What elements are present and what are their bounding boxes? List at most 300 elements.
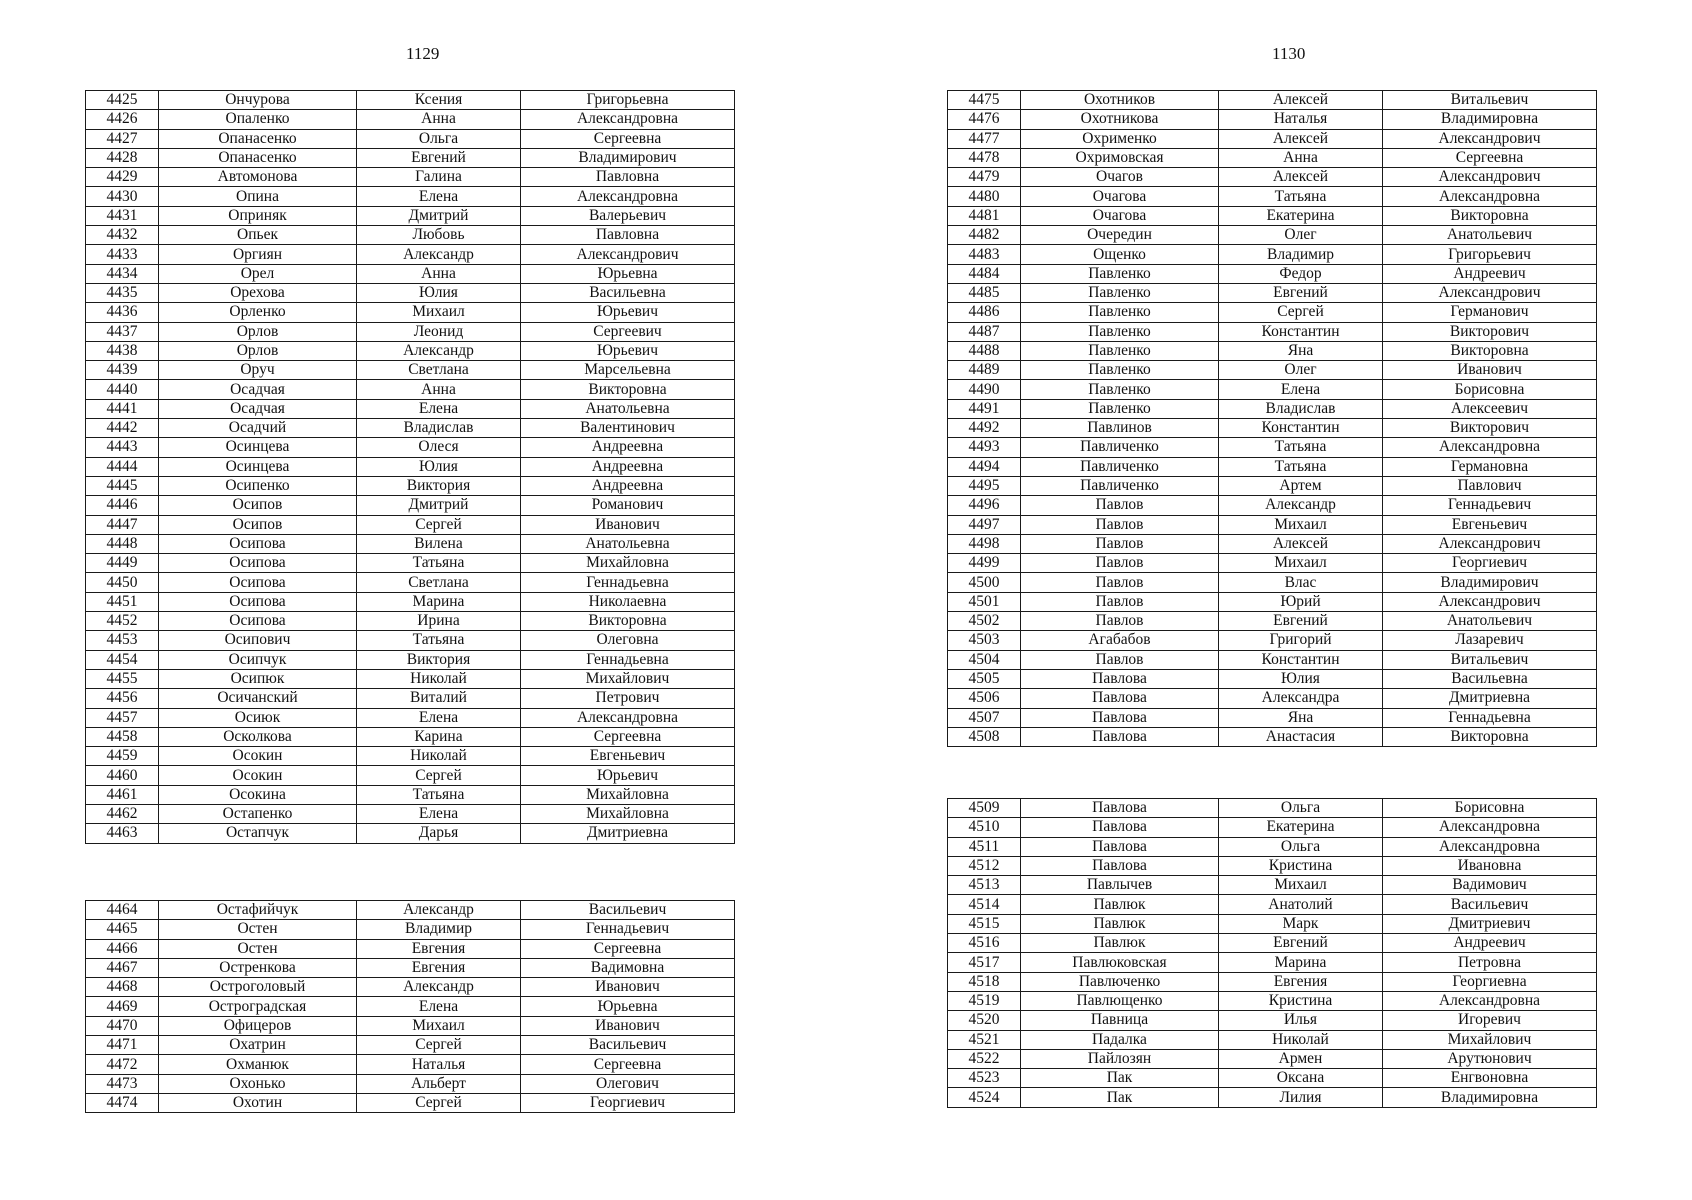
cell-number: 4514 xyxy=(948,895,1021,914)
cell-patronymic: Александровна xyxy=(521,708,735,727)
cell-surname: Пак xyxy=(1021,1088,1219,1107)
cell-surname: Павлова xyxy=(1021,799,1219,818)
cell-first-name: Евгений xyxy=(357,148,521,167)
cell-number: 4457 xyxy=(86,708,159,727)
cell-patronymic: Иванович xyxy=(521,978,735,997)
cell-first-name: Ольга xyxy=(1219,799,1383,818)
cell-surname: Осипюк xyxy=(159,669,357,688)
cell-first-name: Григорий xyxy=(1219,631,1383,650)
table-row xyxy=(948,438,1597,457)
cell-surname: Павличенко xyxy=(1021,457,1219,476)
cell-surname: Павлов xyxy=(1021,515,1219,534)
cell-first-name: Татьяна xyxy=(357,785,521,804)
table-row xyxy=(948,129,1597,148)
cell-first-name: Анастасия xyxy=(1219,727,1383,746)
cell-first-name: Марина xyxy=(357,592,521,611)
cell-surname: Осколкова xyxy=(159,727,357,746)
cell-first-name: Николай xyxy=(357,669,521,688)
cell-surname: Агабабов xyxy=(1021,631,1219,650)
cell-surname: Осипчук xyxy=(159,650,357,669)
table-row xyxy=(86,766,735,785)
table-row xyxy=(86,419,735,438)
cell-number: 4467 xyxy=(86,958,159,977)
cell-number: 4428 xyxy=(86,148,159,167)
cell-first-name: Евгений xyxy=(1219,934,1383,953)
cell-number: 4485 xyxy=(948,283,1021,302)
table-row xyxy=(948,934,1597,953)
cell-first-name: Александра xyxy=(1219,689,1383,708)
cell-number: 4427 xyxy=(86,129,159,148)
cell-surname: Очередин xyxy=(1021,226,1219,245)
cell-number: 4477 xyxy=(948,129,1021,148)
cell-number: 4455 xyxy=(86,669,159,688)
table-row xyxy=(86,91,735,110)
cell-patronymic: Олеговна xyxy=(521,631,735,650)
cell-surname: Павлинов xyxy=(1021,419,1219,438)
table-row xyxy=(86,129,735,148)
cell-first-name: Дмитрий xyxy=(357,206,521,225)
cell-patronymic: Викторовна xyxy=(1383,727,1597,746)
cell-surname: Пайлозян xyxy=(1021,1049,1219,1068)
cell-number: 4429 xyxy=(86,168,159,187)
cell-patronymic: Андреевна xyxy=(521,438,735,457)
cell-first-name: Татьяна xyxy=(1219,187,1383,206)
cell-first-name: Виталий xyxy=(357,689,521,708)
table-row xyxy=(948,914,1597,933)
table-row xyxy=(86,824,735,843)
cell-number: 4436 xyxy=(86,303,159,322)
cell-number: 4448 xyxy=(86,534,159,553)
table-row xyxy=(948,953,1597,972)
cell-patronymic: Дмитриевна xyxy=(1383,689,1597,708)
cell-surname: Осадчий xyxy=(159,419,357,438)
table-row xyxy=(948,457,1597,476)
cell-first-name: Владимир xyxy=(1219,245,1383,264)
cell-surname: Опанасенко xyxy=(159,129,357,148)
cell-number: 4512 xyxy=(948,856,1021,875)
table-row xyxy=(948,303,1597,322)
cell-patronymic: Александровна xyxy=(1383,837,1597,856)
cell-first-name: Марина xyxy=(1219,953,1383,972)
cell-first-name: Любовь xyxy=(357,226,521,245)
table-row xyxy=(86,322,735,341)
cell-surname: Падалка xyxy=(1021,1030,1219,1049)
cell-number: 4473 xyxy=(86,1074,159,1093)
cell-first-name: Анна xyxy=(357,110,521,129)
cell-first-name: Елена xyxy=(1219,380,1383,399)
table-row xyxy=(86,612,735,631)
cell-patronymic: Арутюнович xyxy=(1383,1049,1597,1068)
cell-patronymic: Сергеевна xyxy=(1383,148,1597,167)
cell-number: 4499 xyxy=(948,554,1021,573)
cell-number: 4486 xyxy=(948,303,1021,322)
table-row xyxy=(948,876,1597,895)
cell-surname: Павлов xyxy=(1021,534,1219,553)
cell-number: 4479 xyxy=(948,168,1021,187)
cell-number: 4520 xyxy=(948,1011,1021,1030)
table-row xyxy=(86,380,735,399)
table-row xyxy=(948,631,1597,650)
table-row xyxy=(86,650,735,669)
cell-patronymic: Петровна xyxy=(1383,953,1597,972)
table-row xyxy=(948,554,1597,573)
cell-patronymic: Георгиевич xyxy=(521,1093,735,1112)
cell-patronymic: Александровна xyxy=(1383,991,1597,1010)
cell-surname: Осокина xyxy=(159,785,357,804)
cell-patronymic: Вадимович xyxy=(1383,876,1597,895)
cell-first-name: Сергей xyxy=(357,1036,521,1055)
table-row xyxy=(86,631,735,650)
cell-surname: Автомонова xyxy=(159,168,357,187)
cell-patronymic: Владимирович xyxy=(521,148,735,167)
cell-first-name: Юлия xyxy=(1219,669,1383,688)
cell-surname: Осипов xyxy=(159,515,357,534)
cell-patronymic: Георгиевич xyxy=(1383,554,1597,573)
cell-surname: Орехова xyxy=(159,283,357,302)
cell-first-name: Ирина xyxy=(357,612,521,631)
cell-number: 4483 xyxy=(948,245,1021,264)
cell-first-name: Марк xyxy=(1219,914,1383,933)
page-number-left: 1129 xyxy=(406,44,440,63)
cell-patronymic: Евгеньевич xyxy=(1383,515,1597,534)
cell-first-name: Лилия xyxy=(1219,1088,1383,1107)
cell-first-name: Николай xyxy=(357,747,521,766)
cell-patronymic: Юрьевич xyxy=(521,766,735,785)
cell-surname: Офицеров xyxy=(159,1016,357,1035)
cell-patronymic: Енгвоновна xyxy=(1383,1069,1597,1088)
cell-first-name: Татьяна xyxy=(1219,457,1383,476)
cell-patronymic: Александрович xyxy=(1383,283,1597,302)
cell-surname: Осипова xyxy=(159,592,357,611)
table-row xyxy=(948,1011,1597,1030)
cell-number: 4454 xyxy=(86,650,159,669)
cell-number: 4471 xyxy=(86,1036,159,1055)
table-row xyxy=(86,206,735,225)
cell-patronymic: Геннадьевич xyxy=(1383,496,1597,515)
cell-patronymic: Петрович xyxy=(521,689,735,708)
cell-first-name: Елена xyxy=(357,399,521,418)
cell-first-name: Яна xyxy=(1219,341,1383,360)
cell-number: 4442 xyxy=(86,419,159,438)
cell-number: 4493 xyxy=(948,438,1021,457)
cell-first-name: Евгения xyxy=(357,958,521,977)
table-row xyxy=(948,322,1597,341)
cell-first-name: Леонид xyxy=(357,322,521,341)
cell-number: 4482 xyxy=(948,226,1021,245)
cell-patronymic: Андреевна xyxy=(521,476,735,495)
cell-surname: Остапчук xyxy=(159,824,357,843)
cell-first-name: Михаил xyxy=(1219,876,1383,895)
cell-surname: Опаленко xyxy=(159,110,357,129)
cell-patronymic: Сергеевна xyxy=(521,1055,735,1074)
cell-first-name: Константин xyxy=(1219,419,1383,438)
cell-surname: Ощенко xyxy=(1021,245,1219,264)
cell-first-name: Татьяна xyxy=(1219,438,1383,457)
cell-first-name: Евгения xyxy=(357,939,521,958)
cell-number: 4518 xyxy=(948,972,1021,991)
table-row xyxy=(86,303,735,322)
table-row xyxy=(948,110,1597,129)
cell-surname: Оруч xyxy=(159,361,357,380)
cell-patronymic: Вадимовна xyxy=(521,958,735,977)
cell-patronymic: Владимирович xyxy=(1383,573,1597,592)
cell-first-name: Олеся xyxy=(357,438,521,457)
table-row xyxy=(948,91,1597,110)
cell-first-name: Влас xyxy=(1219,573,1383,592)
cell-patronymic: Германовна xyxy=(1383,457,1597,476)
cell-first-name: Владислав xyxy=(357,419,521,438)
cell-surname: Остроголовый xyxy=(159,978,357,997)
cell-surname: Павленко xyxy=(1021,341,1219,360)
table-row xyxy=(948,1030,1597,1049)
cell-number: 4440 xyxy=(86,380,159,399)
table-row xyxy=(86,920,735,939)
cell-number: 4466 xyxy=(86,939,159,958)
cell-patronymic: Геннадьевна xyxy=(521,650,735,669)
cell-first-name: Елена xyxy=(357,997,521,1016)
cell-number: 4459 xyxy=(86,747,159,766)
cell-first-name: Николай xyxy=(1219,1030,1383,1049)
cell-first-name: Екатерина xyxy=(1219,206,1383,225)
cell-number: 4491 xyxy=(948,399,1021,418)
cell-number: 4458 xyxy=(86,727,159,746)
cell-number: 4517 xyxy=(948,953,1021,972)
cell-surname: Павлюченко xyxy=(1021,972,1219,991)
cell-number: 4505 xyxy=(948,669,1021,688)
table-row xyxy=(86,168,735,187)
cell-surname: Остроградская xyxy=(159,997,357,1016)
table-row xyxy=(948,168,1597,187)
cell-patronymic: Михайловна xyxy=(521,785,735,804)
table-row xyxy=(948,245,1597,264)
table-row xyxy=(948,650,1597,669)
cell-surname: Осичанский xyxy=(159,689,357,708)
table-row xyxy=(86,361,735,380)
table-row xyxy=(948,496,1597,515)
cell-number: 4452 xyxy=(86,612,159,631)
cell-number: 4495 xyxy=(948,476,1021,495)
cell-patronymic: Михайлович xyxy=(1383,1030,1597,1049)
cell-surname: Осипович xyxy=(159,631,357,650)
cell-patronymic: Александровна xyxy=(521,187,735,206)
cell-patronymic: Витальевич xyxy=(1383,650,1597,669)
cell-patronymic: Дмитриевна xyxy=(521,824,735,843)
cell-surname: Осипова xyxy=(159,534,357,553)
cell-number: 4489 xyxy=(948,361,1021,380)
cell-surname: Павлов xyxy=(1021,650,1219,669)
cell-surname: Оприняк xyxy=(159,206,357,225)
cell-first-name: Вилена xyxy=(357,534,521,553)
cell-first-name: Анатолий xyxy=(1219,895,1383,914)
table-row xyxy=(86,978,735,997)
cell-patronymic: Иванович xyxy=(521,1016,735,1035)
cell-first-name: Александр xyxy=(357,245,521,264)
cell-first-name: Ксения xyxy=(357,91,521,110)
cell-number: 4460 xyxy=(86,766,159,785)
cell-surname: Павлюк xyxy=(1021,914,1219,933)
cell-number: 4451 xyxy=(86,592,159,611)
cell-first-name: Артем xyxy=(1219,476,1383,495)
cell-number: 4432 xyxy=(86,226,159,245)
table-row xyxy=(948,972,1597,991)
cell-number: 4500 xyxy=(948,573,1021,592)
table-row xyxy=(948,1049,1597,1068)
table-row xyxy=(86,727,735,746)
table-row xyxy=(948,991,1597,1010)
cell-patronymic: Васильевич xyxy=(521,901,735,920)
table-row xyxy=(948,148,1597,167)
cell-surname: Осокин xyxy=(159,747,357,766)
register-table-right-top xyxy=(947,90,1597,747)
table-row xyxy=(948,1069,1597,1088)
table-row xyxy=(948,708,1597,727)
cell-patronymic: Александровна xyxy=(521,110,735,129)
cell-first-name: Армен xyxy=(1219,1049,1383,1068)
cell-surname: Павличенко xyxy=(1021,476,1219,495)
cell-first-name: Александр xyxy=(1219,496,1383,515)
cell-first-name: Владимир xyxy=(357,920,521,939)
cell-surname: Павленко xyxy=(1021,283,1219,302)
cell-number: 4496 xyxy=(948,496,1021,515)
cell-patronymic: Владимировна xyxy=(1383,1088,1597,1107)
cell-number: 4465 xyxy=(86,920,159,939)
cell-number: 4441 xyxy=(86,399,159,418)
cell-number: 4519 xyxy=(948,991,1021,1010)
table-row xyxy=(86,245,735,264)
cell-first-name: Яна xyxy=(1219,708,1383,727)
table-row xyxy=(86,187,735,206)
cell-number: 4515 xyxy=(948,914,1021,933)
cell-surname: Павлова xyxy=(1021,837,1219,856)
cell-first-name: Елена xyxy=(357,804,521,823)
cell-patronymic: Васильевна xyxy=(1383,669,1597,688)
table-row xyxy=(948,361,1597,380)
cell-patronymic: Сергеевич xyxy=(521,322,735,341)
cell-number: 4447 xyxy=(86,515,159,534)
table-row xyxy=(948,612,1597,631)
cell-surname: Охатрин xyxy=(159,1036,357,1055)
table-row xyxy=(86,901,735,920)
cell-first-name: Карина xyxy=(357,727,521,746)
cell-first-name: Алексей xyxy=(1219,129,1383,148)
cell-number: 4445 xyxy=(86,476,159,495)
cell-surname: Орел xyxy=(159,264,357,283)
cell-number: 4446 xyxy=(86,496,159,515)
cell-patronymic: Николаевна xyxy=(521,592,735,611)
cell-surname: Очагова xyxy=(1021,206,1219,225)
cell-first-name: Алексей xyxy=(1219,534,1383,553)
cell-first-name: Федор xyxy=(1219,264,1383,283)
cell-surname: Оргиян xyxy=(159,245,357,264)
cell-patronymic: Валентинович xyxy=(521,419,735,438)
cell-first-name: Евгений xyxy=(1219,283,1383,302)
cell-first-name: Светлана xyxy=(357,361,521,380)
cell-surname: Осинцева xyxy=(159,438,357,457)
cell-number: 4481 xyxy=(948,206,1021,225)
cell-number: 4453 xyxy=(86,631,159,650)
cell-surname: Павлычев xyxy=(1021,876,1219,895)
cell-first-name: Наталья xyxy=(357,1055,521,1074)
cell-number: 4470 xyxy=(86,1016,159,1035)
table-row xyxy=(86,226,735,245)
cell-patronymic: Сергеевна xyxy=(521,727,735,746)
cell-patronymic: Геннадьевич xyxy=(521,920,735,939)
register-table-right-bottom xyxy=(947,798,1597,1108)
cell-number: 4503 xyxy=(948,631,1021,650)
cell-surname: Опанасенко xyxy=(159,148,357,167)
cell-patronymic: Васильевич xyxy=(1383,895,1597,914)
cell-number: 4504 xyxy=(948,650,1021,669)
cell-surname: Охманюк xyxy=(159,1055,357,1074)
table-row xyxy=(86,438,735,457)
cell-surname: Павленко xyxy=(1021,303,1219,322)
cell-number: 4480 xyxy=(948,187,1021,206)
cell-number: 4484 xyxy=(948,264,1021,283)
cell-number: 4506 xyxy=(948,689,1021,708)
cell-patronymic: Юрьевна xyxy=(521,264,735,283)
page-number-right: 1130 xyxy=(1272,44,1306,63)
table-row xyxy=(948,573,1597,592)
cell-patronymic: Васильевич xyxy=(521,1036,735,1055)
cell-number: 4509 xyxy=(948,799,1021,818)
table-row xyxy=(86,264,735,283)
cell-first-name: Наталья xyxy=(1219,110,1383,129)
cell-surname: Павлова xyxy=(1021,818,1219,837)
cell-surname: Остен xyxy=(159,920,357,939)
table-row xyxy=(948,399,1597,418)
cell-first-name: Дарья xyxy=(357,824,521,843)
table-row xyxy=(86,708,735,727)
cell-number: 4498 xyxy=(948,534,1021,553)
cell-patronymic: Лазаревич xyxy=(1383,631,1597,650)
cell-number: 4490 xyxy=(948,380,1021,399)
table-row xyxy=(948,419,1597,438)
cell-patronymic: Михайловна xyxy=(521,554,735,573)
cell-first-name: Ольга xyxy=(1219,837,1383,856)
register-table-left-top xyxy=(85,90,735,844)
cell-patronymic: Викторовна xyxy=(521,380,735,399)
cell-first-name: Михаил xyxy=(357,1016,521,1035)
cell-surname: Павлова xyxy=(1021,708,1219,727)
cell-patronymic: Иванович xyxy=(521,515,735,534)
cell-patronymic: Викторовна xyxy=(1383,206,1597,225)
cell-patronymic: Юрьевич xyxy=(521,303,735,322)
cell-number: 4450 xyxy=(86,573,159,592)
cell-patronymic: Иванович xyxy=(1383,361,1597,380)
cell-patronymic: Павловна xyxy=(521,226,735,245)
table-row xyxy=(86,939,735,958)
cell-surname: Павлова xyxy=(1021,727,1219,746)
cell-surname: Осокин xyxy=(159,766,357,785)
cell-patronymic: Григорьевич xyxy=(1383,245,1597,264)
cell-surname: Осипова xyxy=(159,612,357,631)
cell-patronymic: Михайлович xyxy=(521,669,735,688)
cell-number: 4468 xyxy=(86,978,159,997)
table-row xyxy=(86,554,735,573)
cell-surname: Осипова xyxy=(159,573,357,592)
cell-surname: Павленко xyxy=(1021,322,1219,341)
cell-patronymic: Викторович xyxy=(1383,322,1597,341)
cell-number: 4438 xyxy=(86,341,159,360)
cell-number: 4435 xyxy=(86,283,159,302)
cell-surname: Осадчая xyxy=(159,399,357,418)
cell-surname: Павлюк xyxy=(1021,934,1219,953)
table-row xyxy=(948,206,1597,225)
table-row xyxy=(86,399,735,418)
cell-first-name: Сергей xyxy=(357,1093,521,1112)
cell-patronymic: Александрович xyxy=(1383,168,1597,187)
cell-surname: Осинцева xyxy=(159,457,357,476)
